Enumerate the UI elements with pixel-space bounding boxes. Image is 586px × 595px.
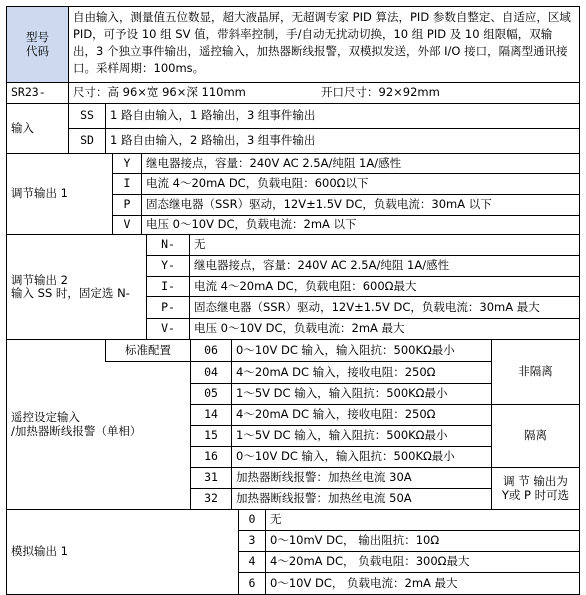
remote-label-line2: /加热器断线报警（单相） — [11, 423, 142, 438]
output2-code-y: Y- — [146, 255, 190, 277]
output2-label-line2: 输入 SS 时，固定选 N- — [11, 286, 130, 300]
output1-code-i: I — [112, 173, 142, 195]
remote-desc-32: 加热器断线报警：加热丝电流 50A — [231, 488, 492, 510]
model-prefix: SR23- — [6, 82, 69, 104]
remote-code-14: 14 — [190, 404, 232, 426]
analog-code-4: 4 — [238, 551, 266, 573]
input-code-ss: SS — [68, 103, 106, 129]
output2-label — [6, 234, 147, 340]
isolated-note: 隔离 — [491, 404, 580, 468]
analog-output-label: 模拟输出 1 — [6, 509, 239, 595]
remote-code-06: 06 — [190, 339, 232, 362]
output1-desc-p: 固态继电器（SSR）驱动，12V±1.5V DC，负载电流：30mA 以下 — [141, 194, 580, 216]
remote-desc-14: 4～20mA DC 输入，接收电阻：250Ω — [231, 404, 492, 426]
analog-code-0: 0 — [238, 509, 266, 531]
output1-code-p: P — [112, 194, 142, 216]
remote-label-line1: 遥控设定输入 — [11, 410, 80, 425]
analog-code-3: 3 — [238, 530, 266, 552]
analog-desc-6: 0～10V DC， 负载电流：2mA 最大 — [265, 572, 580, 595]
output1-desc-y: 继电器接点，容量：240V AC 2.5A/纯阻 1A/感性 — [141, 153, 580, 174]
dimensions: 尺寸：高 96×宽 96×深 110mm — [68, 82, 318, 104]
analog-desc-0: 无 — [265, 509, 580, 531]
remote-desc-16: 0～10V DC 输入，输入阻抗：500KΩ最小 — [231, 446, 492, 468]
remote-code-05: 05 — [190, 383, 232, 405]
remote-code-16: 16 — [190, 446, 232, 468]
output2-code-v: V- — [146, 318, 190, 340]
remote-code-15: 15 — [190, 425, 232, 447]
model-code-label — [6, 6, 69, 83]
input-desc-ss: 1 路自由输入，1 路输出，3 组事件输出 — [105, 103, 580, 129]
remote-label — [6, 339, 191, 510]
remote-desc-05: 1～5V DC 输入，输入阻抗：500KΩ最小 — [231, 383, 492, 405]
analog-desc-4: 4～20mA DC， 负载电阻：300Ω最大 — [265, 551, 580, 573]
output2-code-i: I- — [146, 276, 190, 297]
remote-desc-06: 0～10V DC 输入，输入阻抗：500KΩ最小 — [231, 339, 492, 362]
output2-desc-n: 无 — [189, 234, 580, 256]
model-code-label-line1: 型号 — [26, 30, 49, 45]
output1-desc-v: 电压 0～10V DC，负载电流：2mA 以下 — [141, 215, 580, 235]
model-code-label-line2: 代码 — [26, 43, 49, 58]
remote-code-32: 32 — [190, 488, 232, 510]
output2-desc-y: 继电器接点，容量：240V AC 2.5A/纯阻 1A/感性 — [189, 255, 580, 277]
output2-code-n: N- — [146, 234, 190, 256]
remote-code-31: 31 — [190, 467, 232, 489]
output2-code-p: P- — [146, 296, 190, 319]
remote-desc-04: 4～20mA DC 输入，接收电阻：250Ω — [231, 361, 492, 384]
output2-desc-i: 电流 4～20mA DC，负载电阻：600Ω最大 — [189, 276, 580, 297]
output1-code-v: V — [112, 215, 142, 235]
output2-desc-v: 电压 0～10V DC，负载电流：2mA 最大 — [189, 318, 580, 340]
remote-desc-31: 加热器断线报警：加热丝电流 30A — [231, 467, 492, 489]
input-code-sd: SD — [68, 128, 106, 154]
output2-desc-p: 固态继电器（SSR）驱动，12V±1.5V DC，负载电流：30mA 最大 — [189, 296, 580, 319]
input-label: 输入 — [6, 103, 69, 154]
output1-label: 调节输出 1 — [6, 153, 113, 235]
output1-desc-i: 电流 4～20mA DC，负载电阻：600Ω以下 — [141, 173, 580, 195]
remote-desc-15: 1～5V DC 输入，输入阻抗：500KΩ最小 — [231, 425, 492, 447]
output2-label-line1: 调节输出 2 — [11, 272, 68, 287]
standard-config-label: 标准配置 — [105, 339, 191, 362]
output-type-note-line2: Y或 P 时可选 — [501, 487, 570, 502]
product-description: 自由输入，测量值五位数显，超大液晶屏，无超调专家 PID 算法，PID 参数自整定、自适应，区域 PID，可予设 10 组 SV 值，带斜率控制，手/自动无扰动切换，10 组 PID 及 10 组限幅，双输出，3 个独立事件输出，遥控输入，加热器断线报警，双模拟发送，外部 I/O 接口，隔离型通讯接口。采样周期：100ms。 — [68, 6, 580, 83]
output1-code-y: Y — [112, 153, 142, 174]
output-type-note — [491, 467, 580, 510]
remote-code-04: 04 — [190, 361, 232, 384]
analog-desc-3: 0～10mV DC， 输出阻抗：10Ω — [265, 530, 580, 552]
analog-code-6: 6 — [238, 572, 266, 595]
input-desc-sd: 1 路自由输入，2 路输出，3 组事件输出 — [105, 128, 580, 154]
output-type-note-line1: 调 节 输出为 — [503, 474, 568, 489]
panel-cutout: 开口尺寸：92×92mm — [317, 82, 580, 104]
non-isolated-note: 非隔离 — [491, 339, 580, 405]
